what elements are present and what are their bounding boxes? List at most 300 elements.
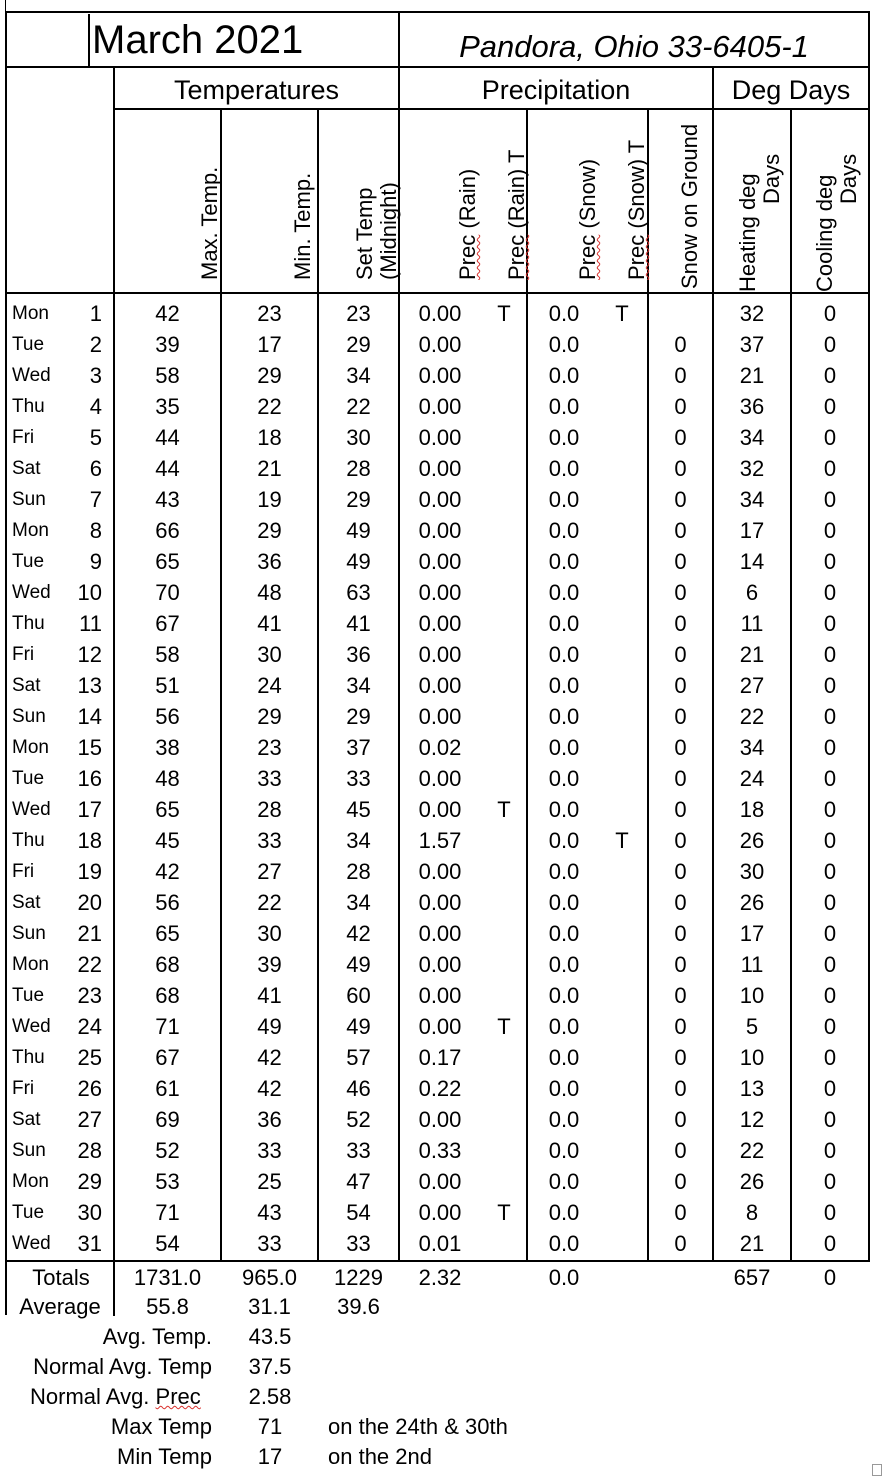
cell-snow-ground: 0: [674, 1014, 687, 1039]
cell-prec-rain: 0.00: [418, 580, 462, 605]
cell-day-num: 11: [79, 611, 102, 636]
cell-day-name: Fri: [12, 644, 35, 665]
cell-day-num: 23: [77, 983, 102, 1008]
cell-day-num: 17: [77, 797, 102, 822]
cell-set-temp: 57: [346, 1045, 371, 1070]
cell-min-temp: 36: [257, 549, 282, 574]
cell-min-temp: 41: [257, 983, 282, 1008]
cell-snow-trace: [608, 949, 636, 980]
cell-max-temp: 56: [155, 890, 180, 915]
cell-heating: 5: [745, 1014, 759, 1039]
cell-prec-rain: 0.00: [418, 859, 462, 884]
cell-max-temp: 65: [155, 921, 180, 946]
cell-set-temp: 22: [346, 394, 371, 419]
cell-cooling: 0: [823, 456, 837, 481]
cell-heating: 11: [740, 611, 764, 636]
cell-min-temp: 49: [257, 1014, 282, 1039]
cell-rain-trace: [490, 453, 518, 484]
cell-set-temp: 28: [346, 456, 371, 481]
cell-min-temp: 48: [257, 580, 282, 605]
cell-set-temp: 34: [346, 673, 371, 698]
col-header-cooling: Cooling deg Days: [812, 153, 861, 292]
cell-heating: 10: [739, 983, 765, 1008]
cell-day-name: Mon: [12, 520, 49, 541]
cell-day-name: Mon: [12, 1171, 49, 1192]
cell-cooling: 0: [823, 425, 837, 450]
cell-prec-rain: 0.00: [418, 890, 462, 915]
cell-max-temp: 44: [155, 425, 180, 450]
cell-min-temp: 30: [257, 921, 282, 946]
cell-snow-trace: [608, 1228, 636, 1259]
min-temp-note: on the 2nd: [328, 1444, 432, 1469]
cell-day-name: Sat: [12, 675, 41, 696]
cell-prec-snow: 0.0: [548, 1107, 580, 1132]
cell-day-num: 30: [77, 1200, 102, 1225]
cell-snow-ground: 0: [674, 332, 687, 357]
cell-snow-trace: [608, 515, 636, 546]
cell-snow-ground: 0: [674, 1231, 687, 1256]
cell-prec-snow: 0.0: [548, 890, 580, 915]
cell-min-temp: 17: [257, 332, 282, 357]
cell-rain-trace: [490, 1228, 518, 1259]
cell-cooling: 0: [823, 1138, 837, 1163]
group-precipitation: Precipitation: [481, 75, 631, 105]
average-set: 39.6: [337, 1294, 380, 1319]
cell-heating: 21: [739, 642, 765, 667]
cell-snow-ground: 0: [674, 1169, 687, 1194]
cell-rain-trace: [490, 515, 518, 546]
cell-heating: 17: [739, 921, 765, 946]
cell-heating: 26: [739, 890, 765, 915]
cell-day-name: Tue: [12, 1202, 45, 1223]
cell-snow-ground: 0: [674, 363, 687, 388]
cell-snow-trace: [608, 887, 636, 918]
cell-day-name: Wed: [12, 1016, 51, 1037]
cell-day-num: 9: [89, 549, 102, 574]
cell-min-temp: 25: [257, 1169, 282, 1194]
cell-cooling: 0: [823, 828, 837, 853]
cell-min-temp: 30: [257, 642, 282, 667]
cell-cooling: 0: [823, 580, 837, 605]
cell-rain-trace: [490, 608, 518, 639]
cell-rain-trace: [490, 1073, 518, 1104]
cell-cooling: 0: [823, 1200, 837, 1225]
cell-cooling: 0: [823, 642, 837, 667]
cell-day-name: Tue: [12, 334, 45, 355]
cell-snow-ground: 0: [674, 890, 687, 915]
cell-day-num: 22: [77, 952, 102, 977]
cell-cooling: 0: [823, 766, 837, 791]
cell-max-temp: 56: [155, 704, 180, 729]
cell-rain-trace: [490, 639, 518, 670]
cell-rain-trace: T: [497, 1200, 511, 1225]
cell-min-temp: 29: [257, 518, 282, 543]
cell-cooling: 0: [823, 859, 837, 884]
cell-max-temp: 68: [155, 952, 180, 977]
group-deg-days: Deg Days: [731, 75, 851, 105]
cell-set-temp: 49: [346, 1014, 371, 1039]
cell-prec-snow: 0.0: [548, 1200, 580, 1225]
cell-cooling: 0: [823, 332, 837, 357]
cell-min-temp: 22: [257, 890, 282, 915]
cell-rain-trace: T: [497, 301, 511, 326]
cell-day-num: 14: [77, 704, 102, 729]
cell-snow-trace: [608, 577, 636, 608]
cell-day-num: 29: [77, 1169, 102, 1194]
cell-heating: 13: [739, 1076, 765, 1101]
cell-snow-ground: 0: [674, 766, 687, 791]
cell-max-temp: 48: [155, 766, 180, 791]
cell-min-temp: 22: [257, 394, 282, 419]
cell-set-temp: 34: [346, 828, 371, 853]
cell-prec-rain: 0.00: [418, 425, 462, 450]
cell-snow-ground: 0: [674, 1076, 687, 1101]
cell-max-temp: 38: [155, 735, 180, 760]
group-temperatures: Temperatures: [173, 75, 340, 105]
cell-rain-trace: [490, 670, 518, 701]
cell-snow-ground: 0: [674, 580, 687, 605]
cell-rain-trace: [490, 391, 518, 422]
cell-cooling: 0: [823, 611, 837, 636]
cell-day-name: Wed: [12, 799, 51, 820]
cell-snow-ground: 0: [674, 797, 687, 822]
totals-min: 965.0: [241, 1265, 298, 1290]
cell-prec-snow: 0.0: [548, 1231, 580, 1256]
cell-day-name: Sat: [12, 892, 41, 913]
cell-heating: 26: [739, 1169, 765, 1194]
cell-day-name: Sun: [12, 706, 46, 727]
cell-rain-trace: [490, 887, 518, 918]
cell-set-temp: 36: [346, 642, 371, 667]
cell-max-temp: 53: [155, 1169, 180, 1194]
cell-snow-trace: [608, 763, 636, 794]
cell-snow-trace: [608, 1197, 636, 1228]
cell-prec-rain: 0.00: [418, 673, 462, 698]
cell-set-temp: 29: [346, 487, 371, 512]
cell-snow-ground: 0: [674, 704, 687, 729]
cell-snow-ground: 0: [674, 394, 687, 419]
cell-snow-trace: T: [615, 828, 629, 853]
cell-max-temp: 45: [155, 828, 180, 853]
totals-snow: 0.0: [548, 1265, 580, 1290]
cell-prec-rain: 0.01: [418, 1231, 462, 1256]
cell-prec-rain: 0.00: [418, 797, 462, 822]
totals-heating: 657: [733, 1265, 771, 1290]
cell-day-num: 3: [89, 363, 102, 388]
cell-day-num: 16: [77, 766, 102, 791]
cell-prec-rain: 0.22: [418, 1076, 462, 1101]
cell-set-temp: 45: [346, 797, 371, 822]
cell-day-name: Mon: [12, 303, 49, 324]
cell-min-temp: 41: [257, 611, 282, 636]
cell-heating: 18: [739, 797, 765, 822]
cell-min-temp: 29: [257, 363, 282, 388]
cell-snow-ground: 0: [674, 1138, 687, 1163]
cell-snow-ground: 0: [674, 425, 687, 450]
cell-set-temp: 34: [346, 363, 371, 388]
cell-max-temp: 71: [155, 1014, 180, 1039]
cell-prec-rain: 0.00: [418, 394, 462, 419]
cell-set-temp: 29: [346, 704, 371, 729]
cell-heating: 12: [739, 1107, 765, 1132]
cell-day-num: 2: [89, 332, 102, 357]
cell-heating: 11: [740, 952, 764, 977]
cell-day-num: 18: [77, 828, 102, 853]
cell-prec-snow: 0.0: [548, 642, 580, 667]
cell-day-num: 4: [89, 394, 102, 419]
station-location: Pandora, Ohio 33-6405-1: [459, 29, 809, 64]
cell-min-temp: 18: [257, 425, 282, 450]
cell-snow-trace: [608, 670, 636, 701]
cell-rain-trace: [490, 918, 518, 949]
cell-snow-trace: [608, 1135, 636, 1166]
cell-prec-rain: 0.00: [418, 704, 462, 729]
cell-prec-rain: 0.00: [418, 1169, 462, 1194]
cell-cooling: 0: [823, 797, 837, 822]
cell-snow-trace: [608, 546, 636, 577]
cell-prec-snow: 0.0: [548, 332, 580, 357]
cell-snow-trace: [608, 608, 636, 639]
cell-day-name: Fri: [12, 427, 35, 448]
cell-rain-trace: [490, 484, 518, 515]
cell-day-num: 19: [77, 859, 102, 884]
cell-cooling: 0: [823, 673, 837, 698]
col-header-prec-rain-t: Prec (Rain) T: [504, 149, 529, 280]
cell-cooling: 0: [823, 921, 837, 946]
cell-snow-trace: [608, 453, 636, 484]
cell-prec-snow: 0.0: [548, 394, 580, 419]
cell-snow-trace: [608, 639, 636, 670]
cell-max-temp: 70: [155, 580, 180, 605]
cell-rain-trace: [490, 763, 518, 794]
col-header-heating: Heating deg Days: [735, 153, 784, 292]
cell-rain-trace: [490, 1166, 518, 1197]
col-header-min-temp: Min. Temp.: [290, 172, 315, 280]
cell-day-name: Thu: [12, 613, 45, 634]
cell-prec-snow: 0.0: [548, 673, 580, 698]
cell-prec-snow: 0.0: [548, 425, 580, 450]
cell-prec-rain: 1.57: [418, 828, 462, 853]
cell-prec-snow: 0.0: [548, 735, 580, 760]
cell-prec-rain: 0.00: [418, 301, 462, 326]
cell-set-temp: 34: [346, 890, 371, 915]
col-header-set-temp: Set Temp (Midnight): [352, 182, 401, 280]
cell-heating: 32: [739, 456, 765, 481]
cell-day-name: Sat: [12, 1109, 41, 1130]
cell-set-temp: 42: [346, 921, 371, 946]
cell-day-name: Thu: [12, 396, 45, 417]
cell-set-temp: 30: [346, 425, 371, 450]
cell-rain-trace: [490, 360, 518, 391]
cell-set-temp: 33: [346, 1231, 371, 1256]
cell-heating: 32: [739, 301, 765, 326]
normal-avg-temp-label: Normal Avg. Temp: [33, 1354, 212, 1379]
cell-set-temp: 33: [346, 766, 371, 791]
cell-snow-trace: [608, 794, 636, 825]
col-header-max-temp: Max. Temp.: [197, 166, 222, 280]
normal-avg-prec-value: 2.58: [248, 1384, 292, 1409]
cell-rain-trace: T: [497, 797, 511, 822]
cell-snow-trace: [608, 1011, 636, 1042]
cell-rain-trace: [490, 1104, 518, 1135]
cell-prec-rain: 0.00: [418, 487, 462, 512]
cell-prec-rain: 0.00: [418, 518, 462, 543]
cell-min-temp: 23: [257, 301, 282, 326]
cell-rain-trace: [490, 1135, 518, 1166]
cell-cooling: 0: [823, 735, 837, 760]
max-temp-label: Max Temp: [110, 1414, 212, 1439]
cell-max-temp: 71: [155, 1200, 180, 1225]
cell-heating: 36: [739, 394, 765, 419]
cell-snow-ground: 0: [674, 983, 687, 1008]
cell-snow-trace: [608, 484, 636, 515]
cell-set-temp: 49: [346, 952, 371, 977]
cell-max-temp: 42: [155, 859, 180, 884]
cell-day-num: 26: [77, 1076, 102, 1101]
cell-day-num: 5: [89, 425, 102, 450]
cell-snow-ground: 0: [674, 1045, 687, 1070]
cell-cooling: 0: [823, 1231, 837, 1256]
cell-cooling: 0: [823, 1045, 837, 1070]
cell-heating: 21: [739, 363, 765, 388]
cell-heating: 27: [739, 673, 765, 698]
cell-snow-trace: [608, 422, 636, 453]
cell-prec-rain: 0.00: [418, 549, 462, 574]
cell-prec-rain: 0.00: [418, 766, 462, 791]
cell-max-temp: 69: [155, 1107, 180, 1132]
cell-snow-ground: 0: [674, 518, 687, 543]
cell-heating: 17: [739, 518, 765, 543]
cell-prec-snow: 0.0: [548, 704, 580, 729]
cell-max-temp: 68: [155, 983, 180, 1008]
cell-heating: 30: [739, 859, 765, 884]
cell-cooling: 0: [823, 549, 837, 574]
cell-max-temp: 54: [155, 1231, 180, 1256]
cell-snow-trace: [608, 856, 636, 887]
cell-prec-rain: 0.17: [418, 1045, 462, 1070]
cell-day-num: 25: [77, 1045, 102, 1070]
cell-prec-snow: 0.0: [548, 859, 580, 884]
cell-day-num: 1: [89, 301, 102, 326]
cell-heating: 26: [739, 828, 765, 853]
totals-label: Totals: [32, 1265, 90, 1290]
cell-day-num: 28: [77, 1138, 102, 1163]
cell-day-name: Thu: [12, 830, 45, 851]
cell-max-temp: 61: [155, 1076, 180, 1101]
cell-day-name: Fri: [12, 861, 35, 882]
cell-prec-snow: 0.0: [548, 549, 580, 574]
cell-prec-rain: 0.00: [418, 456, 462, 481]
cell-rain-trace: [490, 546, 518, 577]
totals-rain: 2.32: [418, 1265, 462, 1290]
cell-max-temp: 67: [155, 1045, 180, 1070]
cell-max-temp: 42: [155, 301, 180, 326]
cell-cooling: 0: [823, 1076, 837, 1101]
cell-cooling: 0: [823, 394, 837, 419]
cell-day-name: Wed: [12, 582, 51, 603]
cell-max-temp: 51: [155, 673, 180, 698]
cell-day-name: Tue: [12, 985, 45, 1006]
cell-set-temp: 47: [346, 1169, 371, 1194]
cell-day-name: Sun: [12, 489, 46, 510]
col-header-prec-snow: Prec (Snow): [575, 158, 600, 280]
cell-prec-snow: 0.0: [548, 921, 580, 946]
cell-prec-snow: 0.0: [548, 611, 580, 636]
cell-min-temp: 39: [257, 952, 282, 977]
col-header-prec-snow-t: Prec (Snow) T: [624, 139, 649, 280]
cell-snow-trace: [608, 329, 636, 360]
cell-day-name: Tue: [12, 551, 45, 572]
cell-max-temp: 58: [155, 363, 180, 388]
cell-min-temp: 19: [257, 487, 282, 512]
cell-cooling: 0: [823, 363, 837, 388]
cell-cooling: 0: [823, 487, 837, 512]
cell-max-temp: 35: [155, 394, 180, 419]
cell-cooling: 0: [823, 890, 837, 915]
cell-prec-snow: 0.0: [548, 580, 580, 605]
cell-max-temp: 58: [155, 642, 180, 667]
cell-set-temp: 33: [346, 1138, 371, 1163]
cell-snow-ground: 0: [674, 828, 687, 853]
cell-snow-ground: 0: [674, 487, 687, 512]
cell-min-temp: 43: [257, 1200, 282, 1225]
cell-prec-snow: 0.0: [548, 487, 580, 512]
cell-min-temp: 33: [257, 1138, 282, 1163]
cell-prec-rain: 0.00: [418, 642, 462, 667]
cell-rain-trace: [490, 825, 518, 856]
cell-prec-rain: 0.02: [418, 735, 462, 760]
cell-day-num: 8: [89, 518, 102, 543]
cell-heating: 14: [739, 549, 765, 574]
cell-rain-trace: [490, 949, 518, 980]
cell-prec-snow: 0.0: [548, 1014, 580, 1039]
cell-day-name: Sun: [12, 923, 46, 944]
cell-day-num: 12: [77, 642, 102, 667]
cell-min-temp: 29: [257, 704, 282, 729]
col-header-prec-rain: Prec (Rain): [455, 168, 480, 280]
cell-heating: 34: [739, 735, 765, 760]
cell-set-temp: 60: [346, 983, 371, 1008]
cell-prec-snow: 0.0: [548, 518, 580, 543]
cell-heating: 10: [739, 1045, 765, 1070]
cell-prec-rain: 0.00: [418, 983, 462, 1008]
cell-prec-rain: 0.00: [418, 611, 462, 636]
cell-max-temp: 39: [155, 332, 180, 357]
cell-cooling: 0: [823, 1169, 837, 1194]
cell-day-num: 15: [77, 735, 102, 760]
cell-set-temp: 37: [346, 735, 371, 760]
cell-heating: 22: [739, 704, 765, 729]
cell-snow-ground: 0: [674, 1107, 687, 1132]
cell-prec-rain: 0.00: [418, 332, 462, 357]
cell-snow-ground: 0: [674, 859, 687, 884]
cell-snow-trace: [608, 391, 636, 422]
cell-snow-ground: 0: [674, 549, 687, 574]
cell-snow-trace: [608, 1073, 636, 1104]
cell-rain-trace: [490, 1042, 518, 1073]
min-temp-value: 17: [257, 1444, 283, 1469]
cell-day-name: Mon: [12, 737, 49, 758]
cell-day-name: Wed: [12, 1233, 51, 1254]
cell-snow-ground: 0: [674, 952, 687, 977]
cell-day-num: 31: [77, 1231, 102, 1256]
cell-rain-trace: [490, 422, 518, 453]
cell-day-name: Wed: [12, 365, 51, 386]
cell-set-temp: 29: [346, 332, 371, 357]
cell-max-temp: 44: [155, 456, 180, 481]
cell-prec-snow: 0.0: [548, 983, 580, 1008]
cell-cooling: 0: [823, 952, 837, 977]
